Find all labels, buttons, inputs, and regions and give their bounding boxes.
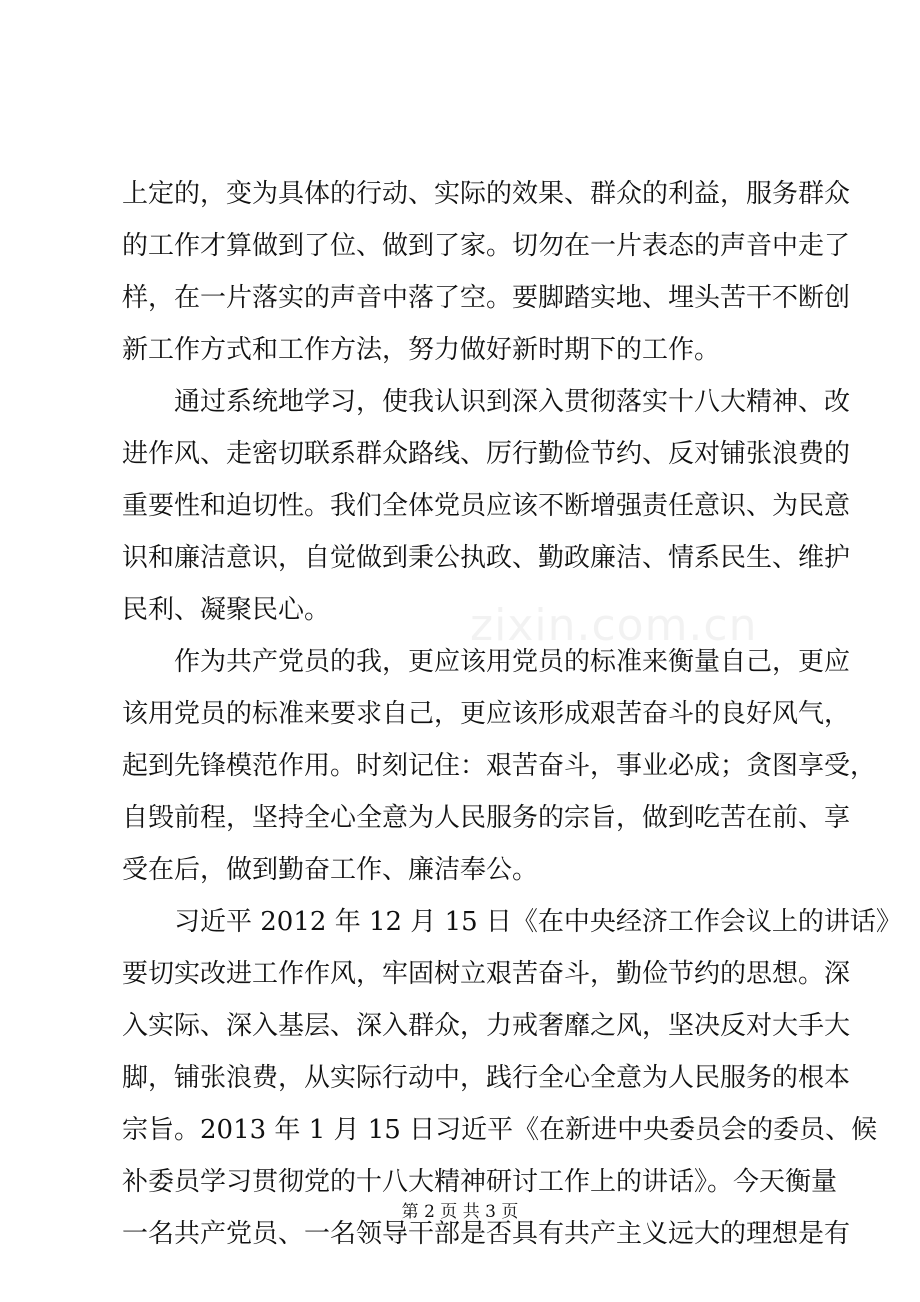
text-line: 该用党员的标准来要求自己，更应该形成艰苦奋斗的良好风气，: [122, 699, 851, 729]
text-line: 宗旨。2013 年 1 月 15 日习近平《在新进中央委员会的委员、候: [122, 1115, 878, 1145]
text-line: 一名共产党员、一名领导干部是否具有共产主义远大的理想是有: [122, 1219, 851, 1249]
page-footer: 第 2 页 共 3 页: [401, 1202, 519, 1222]
text-line: 识和廉洁意识，自觉做到秉公执政、勤政廉洁、情系民生、维护: [122, 543, 851, 573]
text-line: 民利、凝聚民心。: [122, 595, 331, 625]
text-line: 自毁前程，坚持全心全意为人民服务的宗旨，做到吃苦在前、享: [122, 803, 851, 833]
paragraph-start-line: 作为共产党员的我，更应该用党员的标准来衡量自己，更应: [174, 647, 851, 677]
text-line: 进作风、走密切联系群众路线、厉行勤俭节约、反对铺张浪费的: [122, 439, 851, 469]
paragraph-start-line: 通过系统地学习，使我认识到深入贯彻落实十八大精神、改: [174, 387, 851, 417]
text-line: 新工作方式和工作方法，努力做好新时期下的工作。: [122, 335, 721, 365]
text-line: 的工作才算做到了位、做到了家。切勿在一片表态的声音中走了: [122, 231, 851, 261]
body-text: [122, 168, 902, 1260]
text-line: 重要性和迫切性。我们全体党员应该不断增强责任意识、为民意: [122, 491, 851, 521]
text-line: 上定的，变为具体的行动、实际的效果、群众的利益，服务群众: [122, 179, 851, 209]
text-line: 受在后，做到勤奋工作、廉洁奉公。: [122, 855, 539, 885]
text-line: 起到先锋模范作用。时刻记住：艰苦奋斗，事业必成；贪图享受，: [122, 751, 877, 781]
text-line: 入实际、深入基层、深入群众，力戒奢靡之风，坚决反对大手大: [122, 1011, 851, 1041]
text-line: 要切实改进工作作风，牢固树立艰苦奋斗，勤俭节约的思想。深: [122, 959, 851, 989]
text-line: 补委员学习贯彻党的十八大精神研讨工作上的讲话》。今天衡量: [122, 1167, 838, 1197]
paragraph-start-line: 习近平 2012 年 12 月 15 日《在中央经济工作会议上的讲话》: [174, 907, 902, 937]
text-line: 样，在一片落实的声音中落了空。要脚踏实地、埋头苦干不断创: [122, 283, 851, 313]
watermark: zixin.com.cn: [470, 600, 758, 651]
text-line: 脚，铺张浪费，从实际行动中，践行全心全意为人民服务的根本: [122, 1063, 851, 1093]
